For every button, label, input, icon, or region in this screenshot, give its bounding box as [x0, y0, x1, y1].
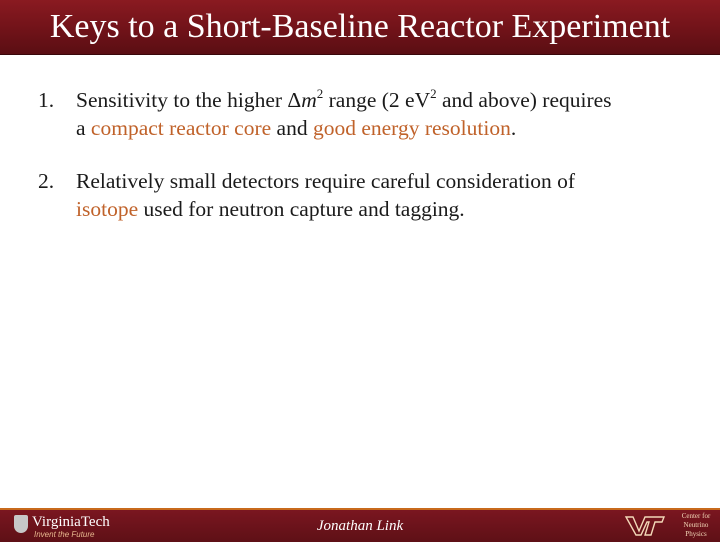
text-run: a — [76, 116, 91, 140]
highlight-compact-core: compact reactor core — [90, 116, 272, 140]
m-variable: m — [301, 88, 317, 112]
logo-name: VirginiaTech — [32, 514, 110, 530]
center-line: Center for — [681, 512, 711, 520]
delta-symbol: Δ — [287, 88, 302, 112]
footer-bar — [0, 508, 720, 542]
virginia-tech-logo — [14, 513, 134, 539]
vt-monogram-icon — [624, 514, 666, 538]
shield-icon — [14, 515, 28, 533]
slide-title: Keys to a Short-Baseline Reactor Experiment — [49, 8, 671, 45]
text-run: and above) requires — [436, 88, 612, 112]
text-run: Sensitivity to the higher — [76, 88, 288, 112]
item-text — [76, 167, 696, 223]
item-number: 2. — [38, 169, 55, 193]
highlight-energy-resolution: good energy resolution — [312, 116, 511, 140]
superscript: 2 — [430, 86, 437, 101]
author-name: Jonathan Link — [316, 518, 404, 534]
text-run: . — [510, 116, 517, 140]
text-run: range (2 eV — [323, 88, 431, 112]
item-text — [76, 86, 696, 142]
highlight-isotope: isotope — [76, 197, 139, 221]
text-run: Relatively small detectors require careful consideration of — [76, 169, 576, 193]
item-number: 1. — [38, 88, 55, 112]
center-for-neutrino-physics — [672, 512, 720, 539]
logo-tagline: Invent the Future — [34, 530, 95, 539]
center-line: Physics — [685, 530, 707, 538]
center-line: Neutrino — [683, 521, 709, 529]
text-run: used for neutron capture and tagging. — [138, 197, 465, 221]
superscript: 2 — [316, 86, 324, 101]
text-run: and — [271, 116, 313, 140]
